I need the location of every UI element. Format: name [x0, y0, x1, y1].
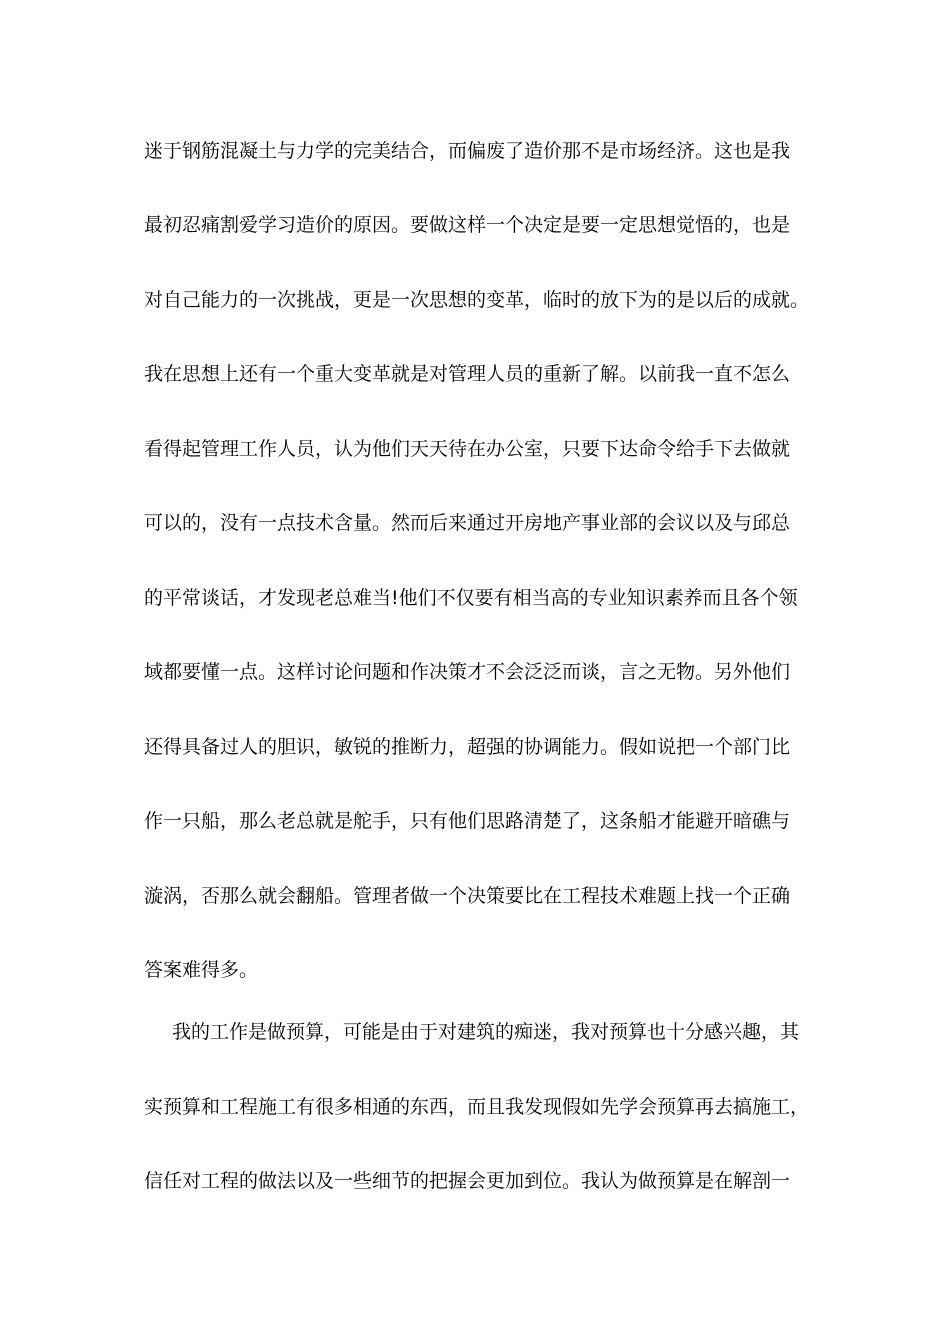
text-line: 作一只船，那么老总就是舵手，只有他们思路清楚了，这条船才能避开暗礁与	[144, 810, 791, 832]
text-line: 对自己能力的一次挑战，更是一次思想的变革，临时的放下为的是以后的成就。	[144, 289, 810, 311]
text-line: 还得具备过人的胆识，敏锐的推断力，超强的协调能力。假如说把一个部门比	[144, 736, 791, 758]
text-line: 答案难得多。	[144, 959, 259, 981]
text-line: 最初忍痛割爱学习造价的原因。要做这样一个决定是要一定思想觉悟的，也是	[144, 214, 791, 236]
text-line: 的平常谈话，才发现老总难当!他们不仅要有相当高的专业知识素养而且各个领	[144, 587, 798, 609]
text-line: 我在思想上还有一个重大变革就是对管理人员的重新了解。以前我一直不怎么	[144, 363, 791, 385]
text-line: 实预算和工程施工有很多相通的东西，而且我发现假如先学会预算再去搞施工，	[144, 1096, 810, 1118]
text-line: 信任对工程的做法以及一些细节的把握会更加到位。我认为做预算是在解剖一	[144, 1170, 791, 1192]
text-line: 漩涡，否那么就会翻船。管理者做一个决策要比在工程技术难题上找一个正确	[144, 885, 791, 907]
text-line: 迷于钢筋混凝土与力学的完美结合，而偏废了造价那不是市场经济。这也是我	[144, 140, 791, 162]
text-line: 看得起管理工作人员，认为他们天天待在办公室，只要下达命令给手下去做就	[144, 438, 791, 460]
text-line: 域都要懂一点。这样讨论问题和作决策才不会泛泛而谈，言之无物。另外他们	[144, 661, 791, 683]
text-line: 可以的，没有一点技术含量。然而后来通过开房地产事业部的会议以及与邱总	[144, 512, 791, 534]
paragraph-first-line: 我的工作是做预算，可能是由于对建筑的痴迷，我对预算也十分感兴趣，其	[172, 1021, 800, 1043]
